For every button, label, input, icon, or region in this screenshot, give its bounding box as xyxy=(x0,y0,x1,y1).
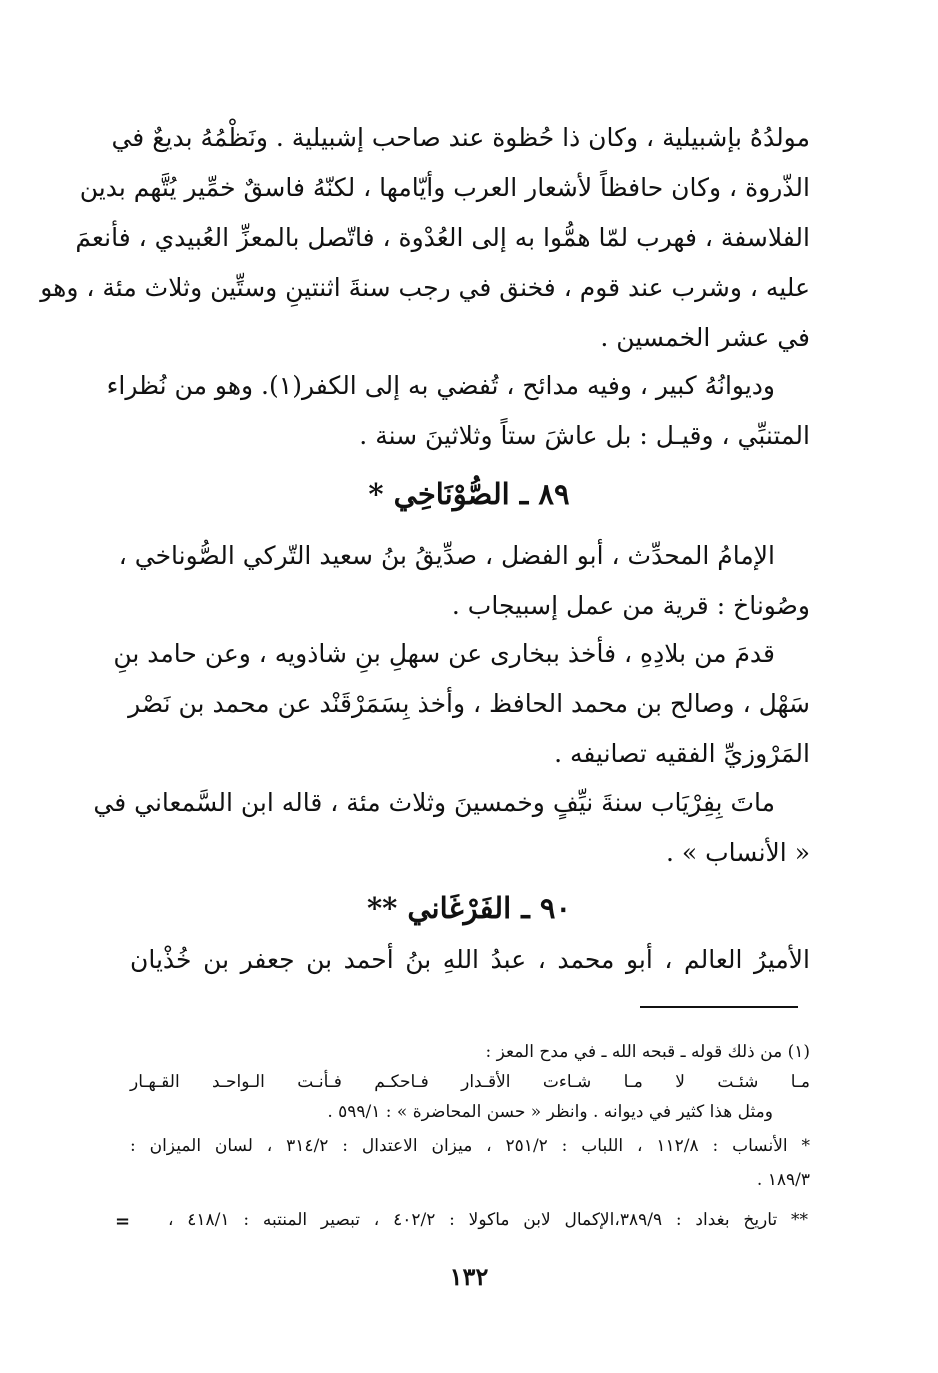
body-line: قدمَ من بلادِهِ ، فأخذ ببخارى عن سهلِ بنِ شاذويه ، وعن حامد بنِ xyxy=(113,639,775,668)
body-line: المتنبِّي ، وقيـل : بل عاشَ ستاً وثلاثينَ سنة . xyxy=(359,421,810,450)
body-line: الأميرُ العالم ، أبو محمد ، عبدُ اللهِ بنُ أحمد بن جعفر بن خُذْيان xyxy=(130,945,810,974)
body-line: المَرْوزيِّ الفقيه تصانيفه . xyxy=(554,739,810,768)
body-line: الإمامُ المحدِّث ، أبو الفضل ، صدِّيقُ بنُ سعيد التّركي الصُّوناخي ، xyxy=(118,541,775,570)
footnote-1-intro: (١) من ذلك قوله ـ قبحه الله ـ في مدح المعز : xyxy=(485,1042,810,1062)
body-line: « الأنساب » . xyxy=(666,838,810,867)
body-line: سَهْل ، وصالح بن محمد الحافظ ، وأخذ بِسَمَرْقَنْد عن محمد بن نَصْر xyxy=(128,689,810,718)
body-line: وصُوناخ : قرية من عمل إسبيجاب . xyxy=(451,591,810,620)
continuation-mark: = xyxy=(115,1211,131,1232)
body-line: في عشر الخمسين . xyxy=(600,323,810,352)
footnote-separator xyxy=(640,1006,798,1008)
body-line: الفلاسفة ، فهرب لمّا همُّوا به إلى العُدْوة ، فاتّصل بالمعزِّ العُبيدي ، فأنعمَ xyxy=(75,223,810,252)
section-heading-89: ٨٩ ـ الصُّوْنَاخِي * xyxy=(368,477,570,511)
footnote-1-note: ومثل هذا كثير في ديوانه . وانظر « حسن المحاضرة » : ٥٩٩/١ . xyxy=(327,1102,773,1122)
footnote-star-2: ** تاريخ بغداد : ٣٨٩/٩،الإكمال لابن ماكولا : ٤٠٢/٢ ، تبصير المنتبه : ٤١٨/١ ، xyxy=(168,1210,808,1230)
page-number: ١٣٢ xyxy=(449,1262,489,1291)
body-line: عليه ، وشرب عند قوم ، فخنق في رجب سنةَ اثنتينِ وستِّين وثلاث مئة ، وهو xyxy=(40,273,810,302)
footnote-1-verse: مـا شئـت لا مـا شـاءت الأقـدار فـاحكـم فـأنـت الـواحـد القـهـار xyxy=(130,1072,810,1092)
footnote-star-1: * الأنساب : ١١٢/٨ ، اللباب : ٢٥١/٢ ، ميزان الاعتدال : ٣١٤/٢ ، لسان الميزان : xyxy=(130,1136,810,1156)
section-heading-90: ٩٠ ـ الفَرْغَاني ** xyxy=(366,891,572,925)
body-line: ماتَ بِفِرْيَاب سنةَ نيِّفٍ وخمسينَ وثلاث مئة ، قاله ابن السَّمعاني في xyxy=(93,788,775,817)
body-line: مولدُهُ بإشبيلية ، وكان ذا حُظوة عند صاحب إشبيلية . ونَظْمُهُ بديعٌ في xyxy=(111,123,810,152)
body-line: الذّروة ، وكان حافظاً لأشعار العرب وأيّامها ، لكنّهُ فاسقٌ خمِّير يُتَّهم بدين xyxy=(79,173,810,202)
body-line: وديوانُهُ كبير ، وفيه مدائح ، تُفضي به إلى الكفر(١). وهو من نُظراء xyxy=(106,371,775,400)
footnote-star-1-continued: ١٨٩/٣ . xyxy=(756,1170,810,1190)
